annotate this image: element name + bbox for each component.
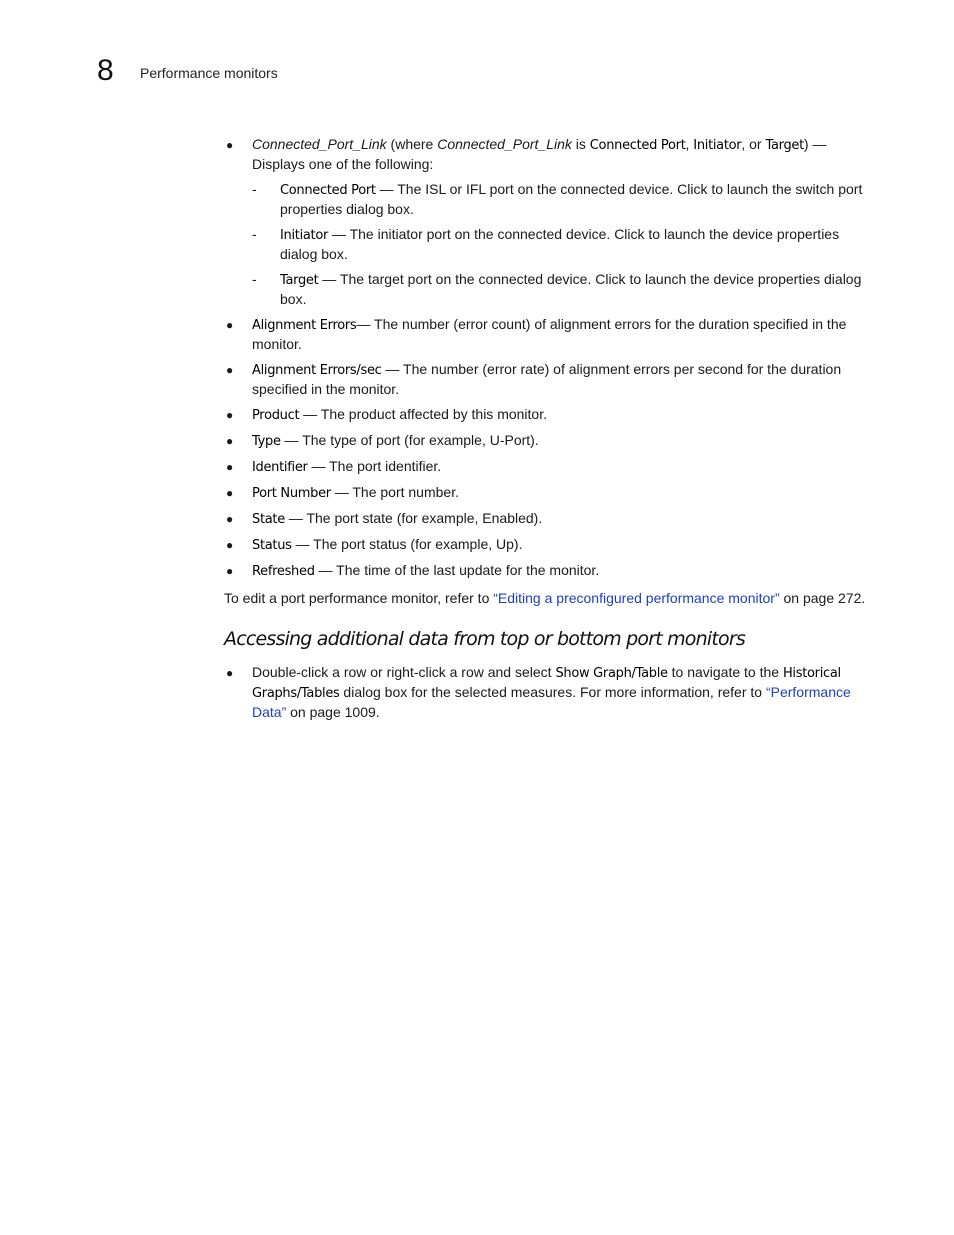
- sub-item: [224, 225, 874, 264]
- term-historical-graphs-tables: Historical Graphs/Tables: [252, 666, 841, 701]
- bullet-icon: ●: [226, 512, 234, 526]
- list-item: [224, 431, 874, 451]
- sub-item-term: Initiator: [280, 228, 329, 243]
- section-bullet: ● Double-click a row or right-click a row and select Show Graph/Table to navigate to the Historical Graphs/Tables dialog box for the selected measures. For more information, refer to “Performance Data” on page 1009.: [226, 664, 851, 720]
- sub-item-term: Target: [280, 273, 319, 288]
- list-item-term: Type: [252, 434, 281, 449]
- bullet-icon: ●: [226, 486, 234, 500]
- dash-icon: -: [252, 181, 257, 197]
- term-italic: Connected_Port_Link: [437, 136, 572, 152]
- term-target: Target: [765, 138, 804, 153]
- list-item-term: Product: [252, 408, 300, 423]
- list-item-desc: — The number (error rate) of alignment errors per second for the duration specified in the monitor.: [252, 361, 842, 397]
- list-item-term: Status: [252, 538, 292, 553]
- list-item-desc: — The product affected by this monitor.: [299, 406, 547, 422]
- list-item-term: Refreshed: [252, 564, 315, 579]
- sub-item-term: Connected Port: [280, 183, 376, 198]
- bullet-icon: ●: [226, 363, 234, 377]
- list-item: [224, 561, 874, 581]
- term-italic: Connected_Port_Link: [252, 136, 387, 152]
- list-item-desc: — The number (error count) of alignment errors for the duration specified in the monitor.: [252, 316, 847, 352]
- list-item-term: Identifier: [252, 460, 308, 475]
- term-connected-port: Connected Port: [589, 138, 686, 153]
- chapter-number: 8: [97, 54, 114, 87]
- list-item: [224, 405, 874, 425]
- list-item-desc: — The time of the last update for the monitor.: [314, 562, 600, 578]
- list-item: [224, 509, 874, 529]
- term-show-graph-table: Show Graph/Table: [555, 666, 668, 681]
- performance-data-link[interactable]: “Performance Data”: [252, 684, 851, 720]
- bullet-icon: ●: [226, 460, 234, 474]
- sub-item: [224, 180, 874, 219]
- term-initiator: Initiator: [693, 138, 742, 153]
- bullet-icon: ●: [226, 666, 234, 680]
- list-item-term: Alignment Errors/sec: [252, 363, 382, 378]
- list-item-desc: — The port status (for example, Up).: [291, 536, 523, 552]
- bullet-icon: ●: [226, 564, 234, 578]
- list-item: [224, 360, 874, 399]
- list-item-desc: — The port number.: [330, 484, 459, 500]
- sub-item-desc: — The initiator port on the connected device. Click to launch the device properties dialog box.: [280, 226, 840, 262]
- list-item-desc: — The port state (for example, Enabled).: [284, 510, 543, 526]
- dash-icon: -: [252, 271, 257, 287]
- list-item-term: Alignment Errors: [252, 318, 357, 333]
- list-item: [224, 315, 874, 354]
- sub-item-desc: — The target port on the connected device. Click to launch the device properties dialog box.: [280, 271, 862, 307]
- editing-monitor-link[interactable]: “Editing a preconfigured performance monitor”: [493, 590, 780, 606]
- sub-item: [224, 270, 874, 309]
- dash-icon: -: [252, 226, 257, 242]
- list-item-term: State: [252, 512, 285, 527]
- chapter-title: Performance monitors: [140, 65, 278, 81]
- sub-item-desc: — The ISL or IFL port on the connected device. Click to launch the switch port properties dialog box.: [280, 181, 863, 217]
- page-content: [224, 135, 874, 728]
- section-heading: Accessing additional data from top or bottom port monitors: [224, 628, 745, 650]
- list-item: [224, 535, 874, 555]
- list-item-desc: — The port identifier.: [307, 458, 442, 474]
- bullet-icon: ●: [226, 538, 234, 552]
- bullet-icon: ●: [226, 408, 234, 422]
- bullet-icon: ●: [226, 138, 234, 152]
- bullet-icon: ●: [226, 318, 234, 332]
- list-item-desc: — The type of port (for example, U-Port).: [280, 432, 539, 448]
- list-item-term: Port Number: [252, 486, 331, 501]
- list-item: [224, 457, 874, 477]
- bullet-connected-port-link: ● Connected_Port_Link (where Connected_Port_Link is Connected Port, Initiator, or Target) — Displays one of the following:: [226, 136, 827, 172]
- bullet-icon: ●: [226, 434, 234, 448]
- list-item: [224, 483, 874, 503]
- edit-monitor-paragraph: To edit a port performance monitor, refer to “Editing a preconfigured performance monitor” on page 272.: [224, 590, 866, 606]
